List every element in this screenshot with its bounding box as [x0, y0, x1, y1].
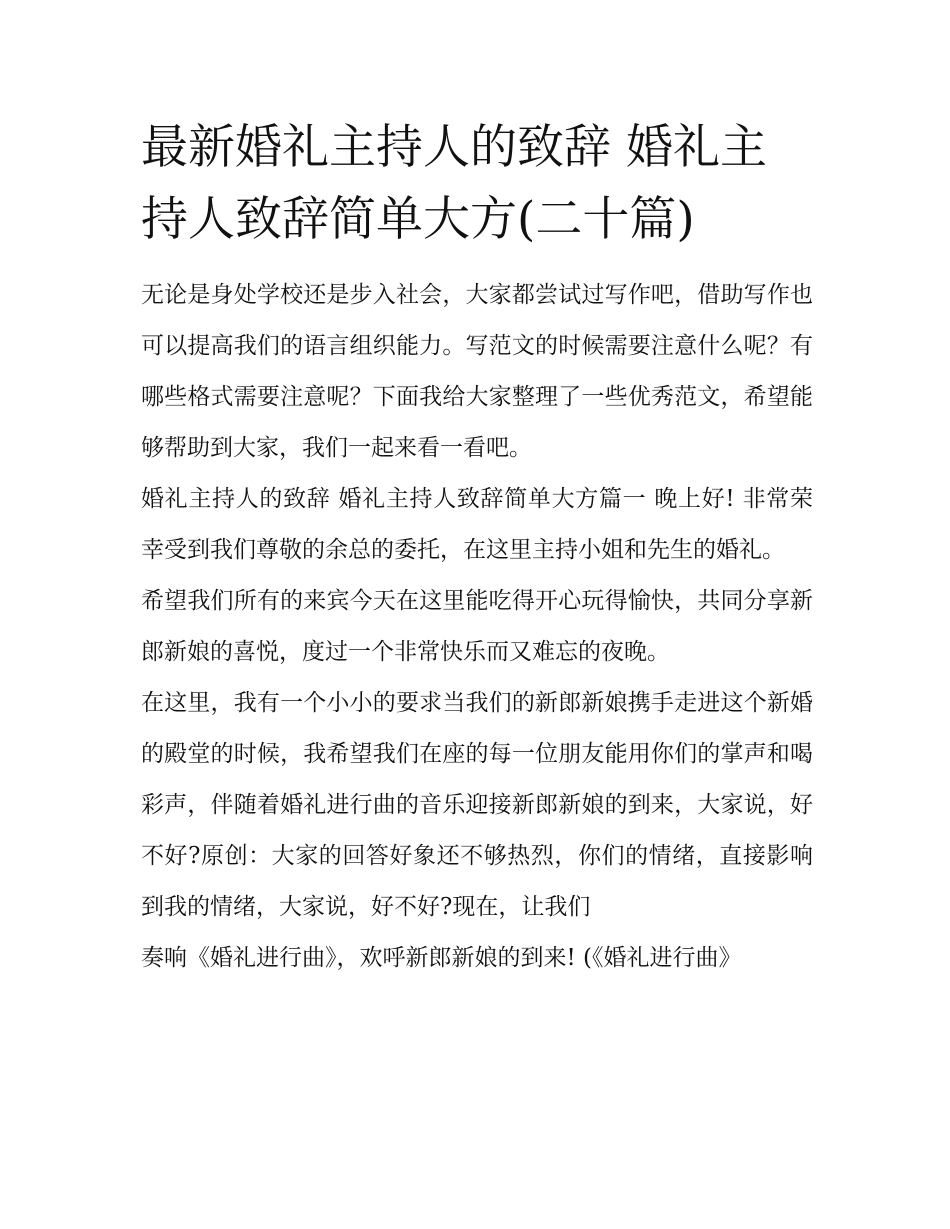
paragraph-wishes: 希望我们所有的来宾今天在这里能吃得开心玩得愉快，共同分享新郎新娘的喜悦，度过一个非常快乐而又难忘的夜晚。 [141, 588, 813, 665]
paragraph-march: 奏响《婚礼进行曲》，欢呼新郎新娘的到来! (《婚礼进行曲》 [141, 945, 742, 971]
paragraph-request: 在这里，我有一个小小的要求当我们的新郎新娘携手走进这个新婚的殿堂的时候，我希望我们在座的每一位朋友能用你们的掌声和喝彩声，伴随着婚礼进行曲的音乐迎接新郎新娘的到来，大家说，好不好?原创：大家的回答好象还不够热烈，你们的情绪，直接影响到我的情绪，大家说，好不好?现在，让我们 [141, 690, 813, 920]
document-page [141, 112, 813, 984]
document-title: 最新婚礼主持人的致辞 婚礼主持人致辞简单大方(二十篇) [141, 120, 767, 247]
paragraph-greeting: 婚礼主持人的致辞 婚礼主持人致辞简单大方篇一 晚上好! 非常荣幸受到我们尊敬的余总的委托，在这里主持小姐和先生的婚礼。 [141, 486, 813, 563]
document-body [141, 270, 813, 984]
paragraph-intro: 无论是身处学校还是步入社会，大家都尝试过写作吧，借助写作也可以提高我们的语言组织能力。写范文的时候需要注意什么呢？有哪些格式需要注意呢？下面我给大家整理了一些优秀范文，希望能够帮助到大家，我们一起来看一看吧。 [141, 282, 813, 461]
